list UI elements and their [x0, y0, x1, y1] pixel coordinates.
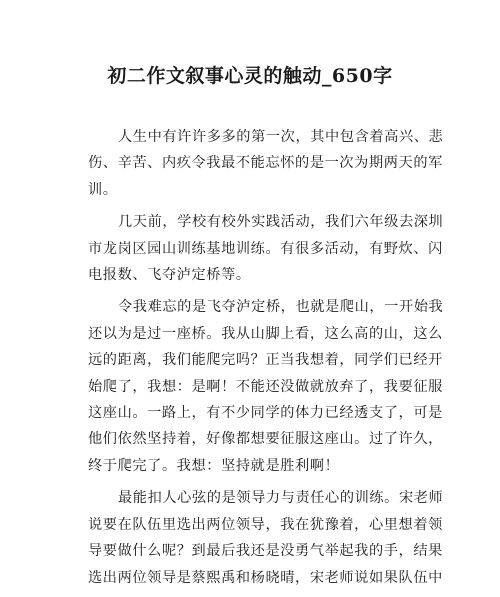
- paragraph: [88, 485, 444, 591]
- text-line: 他们依然坚持着，好像都想要征服这座山。过了许久，: [88, 431, 443, 448]
- paragraph: [88, 124, 444, 203]
- text-line: 最能扣人心弦的是领导力与责任心的训练。宋老师: [118, 490, 444, 507]
- paragraph: [88, 209, 444, 288]
- text-line: 还以为是过一座桥。我从山脚上看，这么高的山，这么: [88, 325, 443, 342]
- text-line: 终于爬完了。我想：坚持就是胜利啊！: [88, 457, 340, 474]
- text-line: 导要做什么呢？到最后我还是没勇气举起我的手，结果: [88, 543, 443, 560]
- text-line: 训。: [88, 181, 118, 198]
- text-line: 令我难忘的是飞夺泸定桥，也就是爬山，一开始我: [118, 299, 444, 316]
- text-line: 始爬了，我想：是啊！不能还没做就放弃了，我要征服: [88, 378, 443, 395]
- text-line: 伤、辛苦、内疚令我最不能忘怀的是一次为期两天的军: [88, 155, 443, 172]
- text-line: 远的距离，我们能爬完吗？正当我想着，同学们已经开: [88, 352, 443, 369]
- text-line: 说要在队伍里选出两位领导，我在犹豫着，心里想着领: [88, 516, 443, 533]
- text-line: 这座山。一路上，有不少同学的体力已经透支了，可是: [88, 405, 443, 422]
- text-line: 电报数、飞夺泸定桥等。: [88, 267, 251, 284]
- document-body: [88, 124, 444, 597]
- text-line: 人生中有许许多多的第一次，其中包含着高兴、悲: [118, 129, 444, 145]
- text-line: 市龙岗区园山训练基地训练。有很多活动，有野炊、闪: [88, 240, 443, 257]
- text-line: 选出两位领导是蔡熙禹和杨晓晴，宋老师说如果队伍中: [88, 569, 443, 586]
- paragraph: [88, 294, 444, 479]
- document-title: 初二作文叙事心灵的触动_650字: [107, 65, 393, 87]
- text-line: 几天前，学校有校外实践活动，我们六年级去深圳: [118, 214, 444, 231]
